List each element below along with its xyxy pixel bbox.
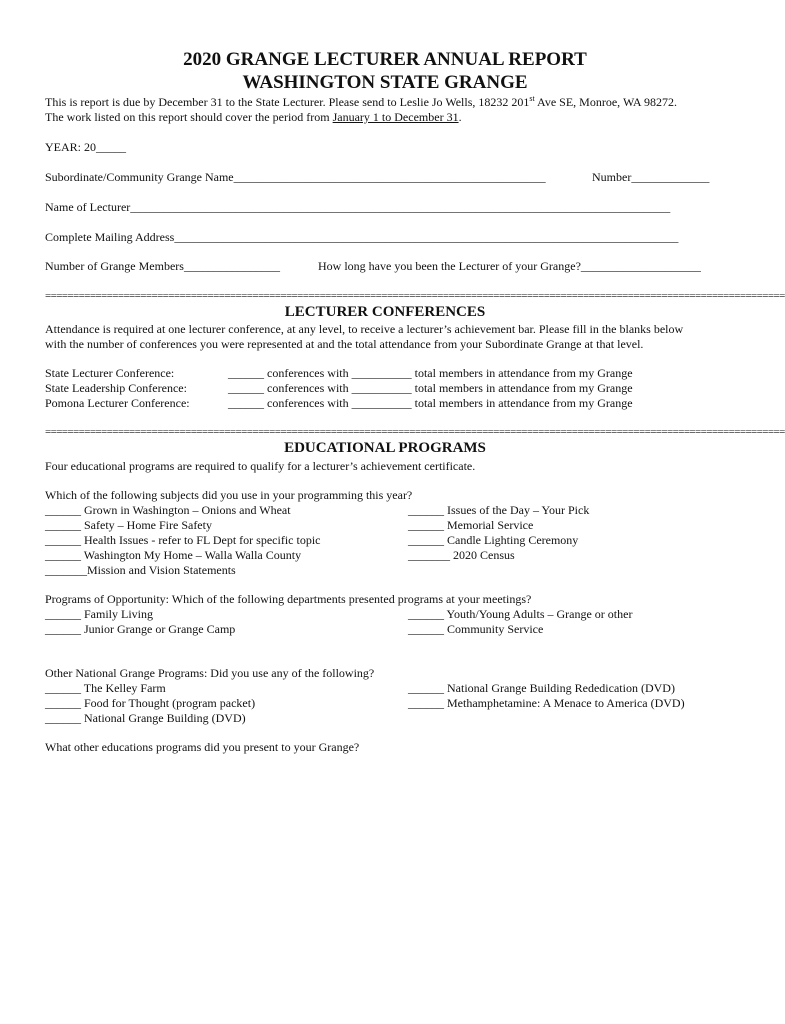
national-question: Other National Grange Programs: Did you use any of the following?: [45, 666, 375, 680]
subject-option[interactable]: ______ Candle Lighting Ceremony: [408, 533, 579, 547]
form-title: 2020 GRANGE LECTURER ANNUAL REPORT: [183, 49, 587, 70]
national-option[interactable]: ______ The Kelley Farm: [45, 681, 166, 695]
grange-number-field[interactable]: Number_____________: [592, 170, 710, 184]
subject-option[interactable]: ______ Issues of the Day – Your Pick: [408, 503, 590, 517]
divider: ====================================================================================================================================: [45, 426, 785, 438]
opportunity-option[interactable]: ______ Community Service: [408, 622, 544, 636]
year-field[interactable]: YEAR: 20_____: [45, 140, 126, 154]
subject-option[interactable]: ______ Safety – Home Fire Safety: [45, 518, 212, 532]
lecturer-name-field[interactable]: Name of Lecturer__________________________________________________________________________________________: [45, 200, 671, 214]
subject-option[interactable]: ______ Washington My Home – Walla Walla County: [45, 548, 302, 562]
form-subtitle: WASHINGTON STATE GRANGE: [242, 72, 528, 93]
national-option[interactable]: ______ Methamphetamine: A Menace to America (DVD): [408, 696, 685, 710]
opportunity-option[interactable]: ______ Family Living: [45, 607, 153, 621]
conference-label: Pomona Lecturer Conference:: [45, 396, 190, 410]
subject-option[interactable]: _______Mission and Vision Statements: [45, 563, 236, 577]
educational-desc: Four educational programs are required to qualify for a lecturer’s achievement certificate.: [45, 459, 476, 473]
national-option[interactable]: ______ National Grange Building (DVD): [45, 711, 246, 725]
national-option[interactable]: ______ National Grange Building Rededication (DVD): [408, 681, 675, 695]
subject-option[interactable]: _______ 2020 Census: [408, 548, 515, 562]
members-count-field[interactable]: Number of Grange Members________________: [45, 259, 280, 273]
subject-option[interactable]: ______ Memorial Service: [408, 518, 534, 532]
conference-blanks[interactable]: ______ conferences with __________ total members in attendance from my Grange: [228, 381, 633, 395]
grange-name-field[interactable]: Subordinate/Community Grange Name____________________________________________________: [45, 170, 546, 184]
conference-blanks[interactable]: ______ conferences with __________ total members in attendance from my Grange: [228, 366, 633, 380]
intro-line-2: The work listed on this report should cover the period from January 1 to December 31.: [45, 110, 462, 124]
conferences-desc-2: with the number of conferences you were represented at and the total attendance from your Subordinate Grange at that level.: [45, 337, 644, 351]
other-programs-question: What other educations programs did you present to your Grange?: [45, 740, 360, 754]
opportunity-question: Programs of Opportunity: Which of the following departments presented programs at your meetings?: [45, 592, 532, 606]
conferences-desc-1: Attendance is required at one lecturer conference, at any level, to receive a lecturer’s achievement bar. Please fill in the blanks below: [45, 322, 684, 336]
mailing-address-field[interactable]: Complete Mailing Address____________________________________________________________________________________: [45, 230, 679, 244]
subject-option[interactable]: ______ Health Issues - refer to FL Dept for specific topic: [45, 533, 321, 547]
conference-label: State Leadership Conference:: [45, 381, 187, 395]
conference-blanks[interactable]: ______ conferences with __________ total members in attendance from my Grange: [228, 396, 633, 410]
conferences-heading: LECTURER CONFERENCES: [284, 304, 486, 320]
intro-line-1: This is report is due by December 31 to the State Lecturer. Please send to Leslie Jo Wells, 18232 201st Ave SE, Monroe, WA 98272.: [45, 94, 677, 109]
opportunity-option[interactable]: ______ Junior Grange or Grange Camp: [45, 622, 236, 636]
lecturer-tenure-field[interactable]: How long have you been the Lecturer of your Grange?____________________: [318, 259, 701, 273]
divider: ====================================================================================================================================: [45, 290, 785, 302]
conference-label: State Lecturer Conference:: [45, 366, 175, 380]
report-period: January 1 to December 31: [332, 110, 459, 124]
educational-heading: EDUCATIONAL PROGRAMS: [284, 440, 486, 456]
opportunity-option[interactable]: ______ Youth/Young Adults – Grange or other: [408, 607, 633, 621]
subjects-question: Which of the following subjects did you use in your programming this year?: [45, 488, 413, 502]
subject-option[interactable]: ______ Grown in Washington – Onions and Wheat: [45, 503, 291, 517]
national-option[interactable]: ______ Food for Thought (program packet): [45, 696, 256, 710]
